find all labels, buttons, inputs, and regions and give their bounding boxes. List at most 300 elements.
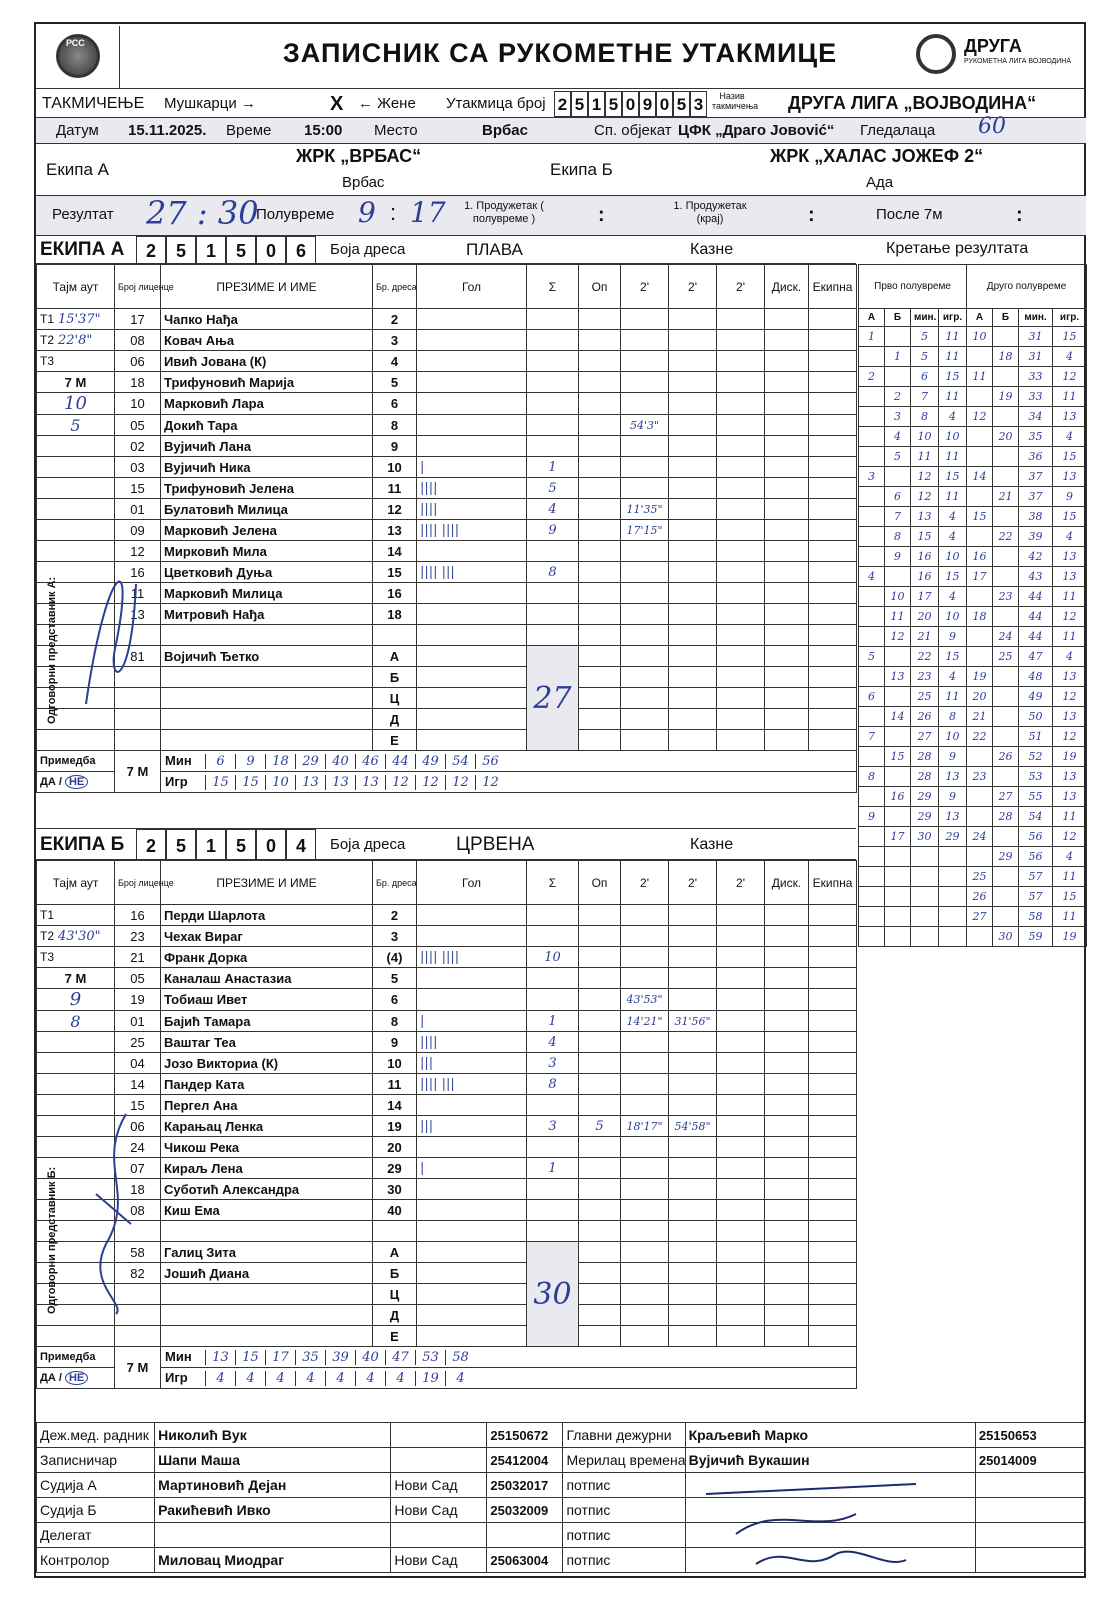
flow-first-half-cell: 15 — [939, 567, 967, 587]
team-a-player-name: Цветковић Дуња — [161, 562, 373, 583]
team-a-official-penalty — [765, 667, 809, 688]
team-b-official-letter: А — [373, 1242, 417, 1263]
flow-second-half-cell: 11 — [1053, 627, 1087, 647]
flow-first-half-cell: 9 — [939, 787, 967, 807]
team-a-goal-sum: 1 — [527, 457, 579, 478]
flow-first-half-cell — [885, 927, 911, 947]
team-a-code-digit: 1 — [196, 236, 226, 264]
footer-city: Нови Сад — [391, 1473, 487, 1498]
team-a-suspension-2 — [669, 583, 717, 604]
team-b-team-penalty — [809, 989, 857, 1011]
flow-second-half-cell: 19 — [967, 667, 993, 687]
team-b-license: 16 — [115, 905, 161, 926]
flow-row — [859, 347, 1087, 367]
flow-second-half-cell: 18 — [967, 607, 993, 627]
footer-role-2: Главни дежурни — [563, 1423, 685, 1448]
team-b-warning — [579, 968, 621, 989]
footer-row — [37, 1448, 1086, 1473]
team-a-suspension-1: 11'35" — [621, 499, 669, 520]
flow-second-half-cell — [993, 687, 1019, 707]
team-b-suspension-1 — [621, 968, 669, 989]
match-number-digit: 0 — [656, 91, 673, 117]
team-a-goal-sum — [527, 351, 579, 372]
team-b-player-name: Суботић Александра — [161, 1179, 373, 1200]
rep-b-label: Одговорни представник Б: — [46, 1166, 58, 1314]
team-b-suspension-1 — [621, 1095, 669, 1116]
team-b-timeout-cell — [37, 926, 115, 947]
flow-second-half-cell: 39 — [1019, 527, 1053, 547]
referee-signatures — [696, 1474, 926, 1578]
flow-row — [859, 507, 1087, 527]
team-b-7m-row-label: Игр — [165, 1370, 188, 1385]
team-a-suspension-3 — [717, 478, 765, 499]
flow-first-half-cell — [859, 787, 885, 807]
team-b-7m-value: 17 — [265, 1350, 295, 1365]
team-b-suspension-1 — [621, 1158, 669, 1179]
flow-second-half-cell: 4 — [1053, 647, 1087, 667]
team-a-goal-tally — [417, 415, 527, 436]
flow-first-half-label: Прво полувреме — [859, 265, 967, 309]
team-b-official-name: Јошић Диана — [161, 1263, 373, 1284]
flow-second-half-cell: 38 — [1019, 507, 1053, 527]
footer-name: Мартиновић Дејан — [155, 1473, 391, 1498]
flow-first-half-cell: 3 — [885, 407, 911, 427]
team-a-timeout-value: 22'8" — [58, 333, 93, 348]
team-a-suspension-2 — [669, 457, 717, 478]
team-a-spacer-cell — [669, 625, 717, 646]
team-a-7m-value: 15 — [205, 775, 235, 790]
team-a-7m-value: 49 — [415, 754, 445, 769]
team-b-official-letter: Б — [373, 1263, 417, 1284]
team-a-warning — [579, 520, 621, 541]
flow-row — [859, 487, 1087, 507]
team-b-suspension-2 — [669, 926, 717, 947]
footer-role-2: потпис — [563, 1548, 685, 1573]
team-a-official-name — [161, 709, 373, 730]
team-a-goal-sum: 4 — [527, 499, 579, 520]
team-a-official-side — [37, 730, 115, 751]
team-a-timeout-cell — [37, 351, 115, 372]
flow-second-half-cell: 24 — [967, 827, 993, 847]
team-b-goal-sum: 8 — [527, 1074, 579, 1095]
flow-first-half-cell — [885, 807, 911, 827]
footer-city: Нови Сад — [391, 1498, 487, 1523]
competition-row — [36, 88, 1086, 118]
flow-first-half-cell — [911, 907, 939, 927]
team-a-col-header: Тајм аут — [37, 265, 115, 309]
team-b-disqualification — [765, 926, 809, 947]
team-a-disqualification — [765, 478, 809, 499]
footer-license-2 — [975, 1498, 1085, 1523]
flow-first-half-cell: 7 — [859, 727, 885, 747]
team-b-suspension-1 — [621, 1137, 669, 1158]
team-b-7m-value: 4 — [385, 1371, 415, 1386]
flow-first-half-cell: 11 — [939, 387, 967, 407]
team-a-7m-value: 6 — [205, 754, 235, 769]
flow-first-half-cell — [911, 867, 939, 887]
flow-second-half-cell: 13 — [1053, 667, 1087, 687]
team-b-7m-row — [37, 1347, 857, 1368]
flow-first-half-cell — [859, 387, 885, 407]
team-a-col-header: Број лиценце — [115, 265, 161, 309]
team-a-suspension-3 — [717, 372, 765, 393]
team-b-warning — [579, 1200, 621, 1221]
team-a-goal-tally — [417, 604, 527, 625]
footer-role: Деж.мед. радник — [37, 1423, 155, 1448]
team-b-team-penalty — [809, 968, 857, 989]
team-a-team-penalty — [809, 351, 857, 372]
flow-row — [859, 787, 1087, 807]
flow-second-half-cell — [993, 327, 1019, 347]
team-a-jersey: 14 — [373, 541, 417, 562]
flow-second-half-cell: 57 — [1019, 867, 1053, 887]
team-b-col-header: 2' — [669, 861, 717, 905]
flow-first-half-cell — [859, 427, 885, 447]
footer-role-2: потпис — [563, 1523, 685, 1548]
footer-license — [487, 1523, 563, 1548]
team-b-official-row — [37, 1326, 857, 1347]
team-a-suspension-1 — [621, 457, 669, 478]
footer-role-2: потпис — [563, 1498, 685, 1523]
team-b-7m-value: 4 — [265, 1371, 295, 1386]
team-a-jersey: 11 — [373, 478, 417, 499]
team-a-suspension-2 — [669, 330, 717, 351]
flow-first-half-cell: 4 — [939, 507, 967, 527]
team-b-goal-tally — [417, 1095, 527, 1116]
match-number-digit: 5 — [673, 91, 690, 117]
team-b-col-header: Диск. — [765, 861, 809, 905]
flow-second-half-cell: 20 — [967, 687, 993, 707]
flow-second-half-cell — [993, 887, 1019, 907]
team-a-side-cell — [37, 372, 115, 393]
team-b-7m-value: 4 — [355, 1371, 385, 1386]
team-a-team-penalty — [809, 562, 857, 583]
team-a-license: 06 — [115, 351, 161, 372]
team-b-side-cell — [37, 968, 115, 989]
team-a-suspension-3 — [717, 351, 765, 372]
team-a-goal-tally: |||| — [417, 499, 527, 520]
penalties-label-a: Казне — [690, 241, 734, 258]
flow-second-half-cell: 43 — [1019, 567, 1053, 587]
team-b-official-penalty — [765, 1284, 809, 1305]
flow-second-half-cell — [993, 727, 1019, 747]
team-b-player-row — [37, 1116, 857, 1137]
flow-second-half-cell — [993, 707, 1019, 727]
footer-license-2 — [975, 1523, 1085, 1548]
team-b-player-row — [37, 1011, 857, 1032]
team-b-spacer-cell — [579, 1221, 621, 1242]
team-b-warning — [579, 1137, 621, 1158]
team-b-city: Ада — [866, 174, 894, 191]
team-a-goal-sum: 5 — [527, 478, 579, 499]
team-b-goal-sum — [527, 1179, 579, 1200]
team-a-official-penalty — [621, 646, 669, 667]
spectators-value: 60 — [978, 114, 1006, 139]
team-a-jersey: 4 — [373, 351, 417, 372]
flow-row — [859, 607, 1087, 627]
flow-first-half-cell — [885, 887, 911, 907]
team-b-total: 30 — [527, 1242, 579, 1347]
team-b-official-goal — [417, 1284, 527, 1305]
flow-first-half-cell — [885, 727, 911, 747]
team-a-license: 05 — [115, 415, 161, 436]
team-b-7m-value: 4 — [295, 1371, 325, 1386]
team-a-player-name: Трифуновић Јелена — [161, 478, 373, 499]
overtime1-end-value: : — [808, 204, 815, 226]
team-b-warning — [579, 1158, 621, 1179]
team-a-official-penalty — [765, 646, 809, 667]
team-b-suspension-3 — [717, 1200, 765, 1221]
final-score: 27 : 30 — [146, 194, 259, 232]
team-b-suspension-2 — [669, 1053, 717, 1074]
team-a-disqualification — [765, 499, 809, 520]
team-b-goal-tally — [417, 1200, 527, 1221]
team-a-warning — [579, 309, 621, 330]
footer-city: Нови Сад — [391, 1548, 487, 1573]
team-a-spacer-cell — [579, 625, 621, 646]
flow-second-half-cell: 12 — [1053, 607, 1087, 627]
team-b-license: 23 — [115, 926, 161, 947]
date-label: Датум — [56, 122, 99, 139]
flow-first-half-cell: 11 — [939, 487, 967, 507]
team-b-suspension-2 — [669, 989, 717, 1011]
footer-role: Судија А — [37, 1473, 155, 1498]
team-a-suspension-2 — [669, 499, 717, 520]
flow-first-half-cell: 28 — [911, 767, 939, 787]
team-a-official-penalty — [765, 730, 809, 751]
team-a-7m-value: 13 — [295, 775, 325, 790]
team-a-official-penalty — [717, 646, 765, 667]
team-a-license: 16 — [115, 562, 161, 583]
team-b-side-cell — [37, 1074, 115, 1095]
flow-second-half-cell: 37 — [1019, 487, 1053, 507]
team-a-player-name: Вујичић Лана — [161, 436, 373, 457]
team-b-license: 05 — [115, 968, 161, 989]
team-a-official-penalty — [579, 709, 621, 730]
team-a-official-license: 81 — [115, 646, 161, 667]
flow-second-half-cell — [993, 367, 1019, 387]
place-value: Врбас — [482, 122, 528, 139]
flow-second-half-cell — [993, 547, 1019, 567]
team-b-goal-sum — [527, 989, 579, 1011]
flow-row — [859, 667, 1087, 687]
flow-row — [859, 387, 1087, 407]
team-a-team-penalty — [809, 604, 857, 625]
team-b-goal-sum — [527, 1200, 579, 1221]
flow-second-half-cell: 12 — [1053, 687, 1087, 707]
result-label: Резултат — [52, 206, 114, 223]
team-a-player-name: Марковић Лара — [161, 393, 373, 415]
rep-b-signature — [76, 1104, 146, 1324]
overtime1-end-label: 1. Продужетак (крај) — [673, 200, 747, 225]
team-b-team-penalty — [809, 1137, 857, 1158]
team-a-spacer-row — [37, 625, 857, 646]
flow-second-half-cell: 27 — [993, 787, 1019, 807]
flow-second-half-cell: 26 — [993, 747, 1019, 767]
flow-first-half-cell: 12 — [911, 467, 939, 487]
team-a-timeout-cell — [37, 309, 115, 330]
team-a-official-penalty — [809, 730, 857, 751]
team-a-goal-sum — [527, 583, 579, 604]
team-a-official-penalty — [669, 730, 717, 751]
team-b-team-penalty — [809, 1074, 857, 1095]
team-b-spacer-row — [37, 1221, 857, 1242]
team-b-suspension-3 — [717, 947, 765, 968]
flow-first-half-cell — [911, 887, 939, 907]
team-b-license: 15 — [115, 1095, 161, 1116]
team-b-disqualification — [765, 1095, 809, 1116]
team-b-player-row — [37, 1053, 857, 1074]
flow-row — [859, 827, 1087, 847]
team-a-suspension-1: 17'15" — [621, 520, 669, 541]
flow-second-half-cell: 15 — [1053, 887, 1087, 907]
men-label: Мушкарци → — [164, 95, 256, 112]
team-a-timeout-value: 15'37" — [58, 312, 101, 327]
team-a-player-row — [37, 436, 857, 457]
team-a-official-goal — [417, 646, 527, 667]
team-b-suspension-3 — [717, 1095, 765, 1116]
flow-first-half-cell — [885, 367, 911, 387]
flow-second-half-cell — [967, 527, 993, 547]
flow-second-half-cell: 17 — [967, 567, 993, 587]
flow-first-half-cell — [859, 927, 885, 947]
team-b-player-row — [37, 1200, 857, 1221]
team-b-official-license: 58 — [115, 1242, 161, 1263]
team-b-official-penalty — [621, 1305, 669, 1326]
team-b-jersey: 3 — [373, 926, 417, 947]
team-b-suspension-3 — [717, 1011, 765, 1032]
flow-second-half-cell — [993, 667, 1019, 687]
team-b-jersey: 11 — [373, 1074, 417, 1095]
flow-second-half-cell: 19 — [993, 387, 1019, 407]
team-a-disqualification — [765, 436, 809, 457]
team-a-player-row — [37, 583, 857, 604]
team-a-goal-tally — [417, 583, 527, 604]
team-b-timeout-value: 43'30" — [58, 929, 101, 944]
team-b-player-name: Чехак Вираг — [161, 926, 373, 947]
team-b-player-row — [37, 1158, 857, 1179]
flow-first-half-cell: 5 — [911, 347, 939, 367]
team-b-remark-yes: ДА / — [40, 1372, 65, 1384]
team-a-header — [36, 236, 856, 264]
team-a-goal-sum: 8 — [527, 562, 579, 583]
flow-second-half-cell: 49 — [1019, 687, 1053, 707]
team-a-spacer-cell — [621, 625, 669, 646]
team-b-timeout-cell — [37, 947, 115, 968]
team-a-team-penalty — [809, 372, 857, 393]
team-b-player-row — [37, 926, 857, 947]
team-a-disqualification — [765, 415, 809, 436]
flow-second-half-cell — [993, 407, 1019, 427]
team-b-player-row — [37, 947, 857, 968]
flow-first-half-cell: 11 — [939, 347, 967, 367]
flow-first-half-cell: 10 — [939, 547, 967, 567]
flow-second-half-cell: 56 — [1019, 847, 1053, 867]
team-a-suspension-3 — [717, 583, 765, 604]
team-a-goal-tally — [417, 541, 527, 562]
team-a-goal-tally — [417, 393, 527, 415]
team-b-col-header: Тајм аут — [37, 861, 115, 905]
team-b-spacer-cell — [717, 1221, 765, 1242]
flow-first-half-cell: 5 — [911, 327, 939, 347]
team-a-warning — [579, 330, 621, 351]
competition-label: ТАКМИЧЕЊЕ — [42, 95, 145, 112]
team-a-official-goal — [417, 709, 527, 730]
team-b-jersey: 19 — [373, 1116, 417, 1137]
team-a-suspension-2 — [669, 436, 717, 457]
team-b-disqualification — [765, 1158, 809, 1179]
footer-role-2: Мерилац времена — [563, 1448, 685, 1473]
team-b-player-row — [37, 1095, 857, 1116]
team-a-license: 17 — [115, 309, 161, 330]
women-mark: X — [330, 93, 344, 115]
flow-first-half-cell: 10 — [911, 427, 939, 447]
team-b-player-row — [37, 1179, 857, 1200]
team-a-header-row — [37, 265, 857, 309]
team-b-remark-no: НЕ — [65, 1371, 88, 1385]
team-a-color-label: Боја дреса — [330, 241, 406, 258]
team-a-7m-value: 54 — [445, 754, 475, 769]
footer-role: Делегат — [37, 1523, 155, 1548]
flow-first-half-cell — [859, 867, 885, 887]
team-a-player-name: Докић Тара — [161, 415, 373, 436]
team-a-code-digit: 5 — [166, 236, 196, 264]
team-a-7m-attempts: 10 — [64, 393, 87, 414]
flow-second-half-cell: 34 — [1019, 407, 1053, 427]
team-b-license: 14 — [115, 1074, 161, 1095]
flow-first-half-cell: 25 — [911, 687, 939, 707]
league-sub: РУКОМЕТНА ЛИГА ВОЈВОДИНА — [964, 58, 1072, 65]
flow-col-label: А — [859, 309, 885, 327]
flow-second-half-cell: 11 — [967, 367, 993, 387]
team-b-suspension-3 — [717, 1053, 765, 1074]
flow-second-half-cell — [967, 587, 993, 607]
team-b-warning: 5 — [579, 1116, 621, 1137]
team-a-player-name: Вујичић Ника — [161, 457, 373, 478]
team-b-team-penalty — [809, 926, 857, 947]
flow-first-half-cell: 6 — [885, 487, 911, 507]
officials-footer — [36, 1422, 1086, 1573]
flow-col-label: А — [967, 309, 993, 327]
team-a-suspension-2 — [669, 309, 717, 330]
team-b-7m-value: 4 — [445, 1371, 475, 1386]
team-a-warning — [579, 351, 621, 372]
team-b-official-row — [37, 1305, 857, 1326]
team-a-goal-tally — [417, 351, 527, 372]
team-b-jersey: (4) — [373, 947, 417, 968]
flow-second-half-cell: 58 — [1019, 907, 1053, 927]
after-7m-value: : — [1016, 204, 1023, 226]
team-a-official-row — [37, 646, 857, 667]
team-b-team-penalty — [809, 1200, 857, 1221]
team-a-goal-sum: 9 — [527, 520, 579, 541]
flow-second-half-cell: 12 — [1053, 367, 1087, 387]
team-a-suspension-3 — [717, 436, 765, 457]
flow-first-half-cell: 11 — [885, 607, 911, 627]
team-b-official-penalty — [621, 1326, 669, 1347]
team-a-remark-no: НЕ — [65, 775, 88, 789]
team-b-official-row — [37, 1263, 857, 1284]
flow-first-half-cell — [939, 867, 967, 887]
team-b-suspension-3 — [717, 989, 765, 1011]
flow-second-half-cell — [967, 647, 993, 667]
team-b-jersey: 6 — [373, 989, 417, 1011]
match-number-digit: 1 — [588, 91, 605, 117]
team-b-goal-sum: 3 — [527, 1116, 579, 1137]
team-b-license: 21 — [115, 947, 161, 968]
team-b-code-digit: 5 — [226, 829, 256, 861]
score-flow-title: Кретање резултата — [886, 240, 1029, 257]
